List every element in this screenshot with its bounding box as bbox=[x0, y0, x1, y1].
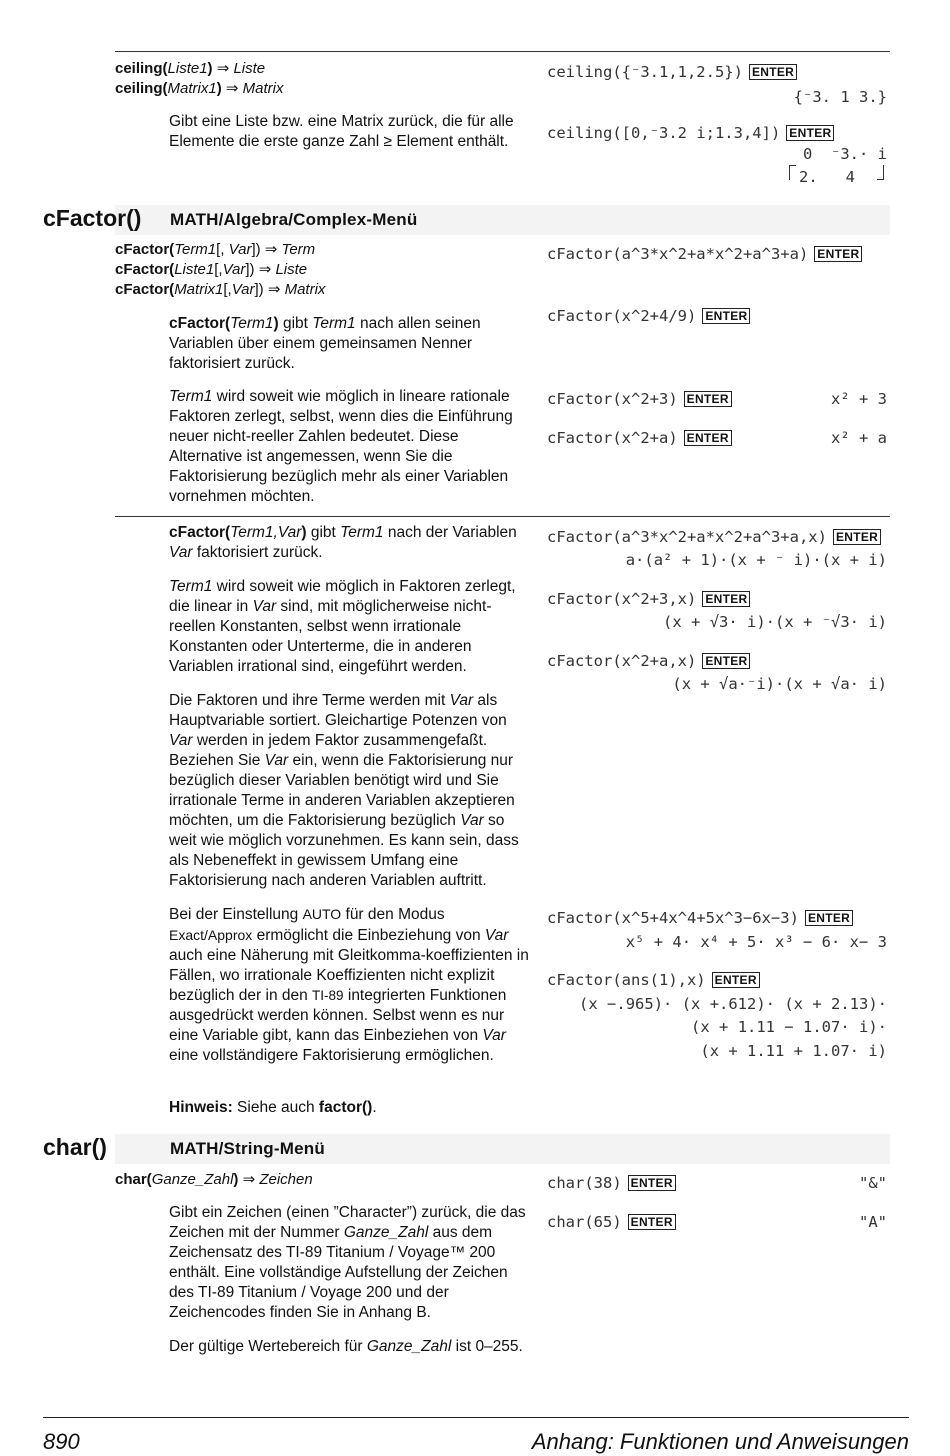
enter-key: ENTER bbox=[833, 529, 881, 545]
enter-key: ENTER bbox=[684, 430, 732, 446]
cfactor-example-9-result-1: (x −.965)· (x +.612)· (x + 2.13)· bbox=[579, 995, 887, 1013]
char-paragraph-1: Gibt ein Zeichen (einen ”Character”) zurück, die das Zeichen mit der Nummer Ganze_Zahl aus dem Zeichensatz des TI-89 Titanium / Voyage™ 200 enthält. Eine vollständige Aufstellung der Zeichen des TI-89 Titanium / Voyage 200 und der Zeichencodes finden Sie in Anhang B. bbox=[169, 1204, 526, 1321]
char-example-2-result: "A" bbox=[859, 1213, 887, 1231]
ceiling-example-1: ceiling({⁻3.1,1,2.5}) ENTER bbox=[547, 61, 797, 83]
cfactor-paragraph-4: Term1 wird soweit wie möglich in Faktoren zerlegt, die linear in Var sind, mit möglicherweise nicht-reellen Konstanten, selbst wenn irrationale Konstanten oder Unterterme, die in anderen Variablen irrational sind, eingeführt werden. bbox=[169, 578, 516, 675]
top-rule bbox=[115, 51, 890, 52]
ceiling-example-2: ceiling([0,⁻3.2 i;1.3,4]) ENTER bbox=[547, 122, 834, 144]
cfactor-example-6: cFactor(x^2+3,x) ENTER bbox=[547, 588, 750, 610]
cfactor-example-4: cFactor(x^2+a) ENTER bbox=[547, 427, 732, 449]
footer-title: Anhang: Funktionen und Anweisungen bbox=[531, 1429, 909, 1454]
cfactor-example-2: cFactor(x^2+4/9) ENTER bbox=[547, 305, 750, 327]
ceiling-signatures: ceiling(Liste1) ⇒ Liste ceiling(Matrix1) ⇒ Matrix bbox=[115, 60, 284, 97]
enter-key: ENTER bbox=[702, 308, 750, 324]
enter-key: ENTER bbox=[749, 64, 797, 80]
char-signature: char(Ganze_Zahl) ⇒ Zeichen bbox=[115, 1171, 313, 1188]
matrix-left-bracket bbox=[789, 165, 796, 180]
footer-rule bbox=[43, 1417, 909, 1418]
ceiling-example-1-result: {⁻3. 1 3.} bbox=[793, 88, 887, 106]
cfactor-paragraph-2: Term1 wird soweit wie möglich in lineare rationale Faktoren zerlegt, selbst, wenn dies die Einführung neuer nicht-reeller Zahlen bedeutet. Diese Alternative ist angemessen, wenn Sie die Faktorisierung bezüglich mehr als einer Variablen vornehmen möchten. bbox=[169, 388, 513, 505]
char-example-2: char(65) ENTER bbox=[547, 1211, 676, 1233]
enter-key: ENTER bbox=[628, 1175, 676, 1191]
cfactor-example-8: cFactor(x^5+4x^4+5x^3−6x−3) ENTER bbox=[547, 907, 853, 929]
section-rule bbox=[115, 516, 890, 517]
cfactor-example-9: cFactor(ans(1),x) ENTER bbox=[547, 969, 760, 991]
enter-key: ENTER bbox=[712, 972, 760, 988]
cfactor-example-4-result: x² + a bbox=[831, 429, 887, 447]
enter-key: ENTER bbox=[814, 246, 862, 262]
cfactor-example-9-result-3: (x + 1.11 + 1.07· i) bbox=[700, 1042, 887, 1060]
cfactor-menu-path: MATH/Algebra/Complex-Menü bbox=[170, 210, 418, 229]
cfactor-hint: Hinweis: Siehe auch factor(). bbox=[169, 1099, 377, 1116]
cfactor-example-6-result: (x + √3· i)·(x + ⁻√3· i) bbox=[663, 613, 887, 631]
enter-key: ENTER bbox=[786, 125, 834, 141]
ceiling-description: Gibt eine Liste bzw. eine Matrix zurück, die für alle Elemente die erste ganze Zahl ≥ Element enthält. bbox=[169, 113, 514, 150]
char-menu-path: MATH/String-Menü bbox=[170, 1139, 325, 1158]
cfactor-example-3: cFactor(x^2+3) ENTER bbox=[547, 388, 732, 410]
cfactor-example-5-result: a·(a² + 1)·(x + ⁻ i)·(x + i) bbox=[625, 551, 887, 569]
ceiling-matrix-result bbox=[785, 143, 890, 189]
cfactor-paragraph-3: cFactor(Term1,Var) gibt Term1 nach der Variablen Var faktorisiert zurück. bbox=[169, 524, 517, 561]
enter-key: ENTER bbox=[805, 910, 853, 926]
cfactor-paragraph-6: Bei der Einstellung AUTO für den Modus Exact/Approx ermöglicht die Einbeziehung von Var auch eine Näherung mit Gleitkomma-koeffizienten in Fällen, wo irrationale Koeffizienten nicht explizit bezüglich der in den TI-89 integrierten Funktionen ausgedrückt werden können. Selbst wenn es nur eine Variable gibt, kann das Einbeziehen von Var eine vollständigere Faktorisierung ermöglichen. bbox=[169, 906, 529, 1064]
char-title: char() bbox=[43, 1134, 107, 1160]
cfactor-signatures: cFactor(Term1[, Var]) ⇒ Term cFactor(Liste1[,Var]) ⇒ Liste cFactor(Matrix1[,Var]) ⇒ Matrix bbox=[115, 241, 326, 298]
char-example-1-result: "&" bbox=[859, 1174, 887, 1192]
cfactor-paragraph-1: cFactor(Term1) gibt Term1 nach allen seinen Variablen über einem gemeinsamen Nenner faktorisiert zurück. bbox=[169, 315, 481, 372]
enter-key: ENTER bbox=[702, 591, 750, 607]
matrix-row-1: 0 ⁻3.· i bbox=[803, 145, 887, 163]
matrix-right-bracket bbox=[877, 165, 884, 180]
enter-key: ENTER bbox=[702, 653, 750, 669]
cfactor-example-9-result-2: (x + 1.11 − 1.07· i)· bbox=[691, 1018, 887, 1036]
cfactor-example-5: cFactor(a^3*x^2+a*x^2+a^3+a,x) ENTER bbox=[547, 526, 881, 548]
cfactor-example-3-result: x² + 3 bbox=[831, 390, 887, 408]
enter-key: ENTER bbox=[628, 1214, 676, 1230]
cfactor-example-7: cFactor(x^2+a,x) ENTER bbox=[547, 650, 750, 672]
matrix-row-2: 2. 4 bbox=[799, 168, 855, 186]
cfactor-example-1: cFactor(a^3*x^2+a*x^2+a^3+a) ENTER bbox=[547, 243, 862, 265]
cfactor-title: cFactor() bbox=[43, 205, 142, 231]
cfactor-example-8-result: x⁵ + 4· x⁴ + 5· x³ − 6· x− 3 bbox=[625, 933, 887, 951]
char-example-1: char(38) ENTER bbox=[547, 1172, 676, 1194]
cfactor-paragraph-5: Die Faktoren und ihre Terme werden mit Var als Hauptvariable sortiert. Gleichartige Potenzen von Var werden in jedem Faktor zusammengefaßt. Beziehen Sie Var ein, wenn die Faktorisierung nur bezüglich dieser Variablen benötigt wird und Sie irrationale Terme in anderen Variablen akzeptieren möchten, um die Faktorisierung bezüglich Var so weit wie möglich vorzunehmen. Es kann sein, dass als Nebeneffekt in gewissem Umfang eine Faktorisierung nach anderen Variablen auftritt. bbox=[169, 692, 519, 889]
page-number: 890 bbox=[43, 1429, 80, 1454]
cfactor-example-7-result: (x + √a·⁻i)·(x + √a· i) bbox=[672, 675, 887, 693]
enter-key: ENTER bbox=[684, 391, 732, 407]
char-paragraph-2: Der gültige Wertebereich für Ganze_Zahl ist 0–255. bbox=[169, 1338, 523, 1355]
